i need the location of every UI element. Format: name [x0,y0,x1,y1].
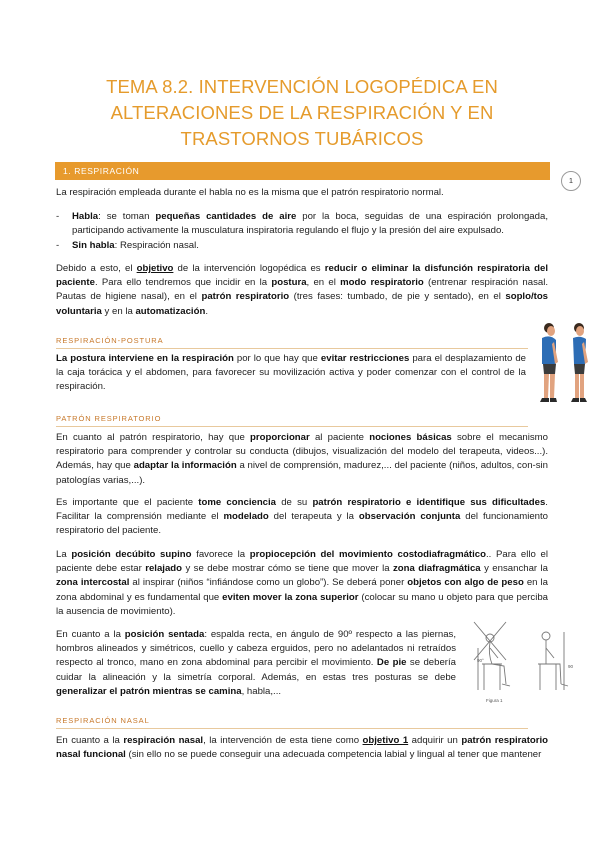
intro-paragraph: La respiración empleada durante el habla no es la misma que el patrón respiratorio normal. [56,187,444,198]
page-number-badge: 1 [561,171,581,191]
subheading-respiracion-postura: RESPIRACIÓN-POSTURA [56,336,528,349]
subheading-patron-respiratorio: PATRÓN RESPIRATORIO [56,414,528,427]
section-header-respiracion [55,162,550,180]
patron-paragraph-2: Es importante que el paciente tome conciencia de su patrón respiratorio e identifique sus dificultades. Facilitar la comprensión mediante el modelado del terapeuta y la observación conjunta del funcionamiento respiratorio del paciente. [56,497,549,537]
title-line-1: TEMA 8.2. INTERVENCIÓN LOGOPÉDICA EN [106,76,498,97]
bullet-dash: - [56,240,60,251]
sitting-posture-figure [466,618,576,706]
title-line-3: TRASTORNOS TUBÁRICOS [180,128,424,149]
objetivo-paragraph: Debido a esto, el objetivo de la intervención logopédica es reducir o eliminar la disfunción respiratoria del paciente. Para ello tendremos que incidir en la postura, en el modo respiratorio (entrenar respiración nasal. Pautas de higiene nasal), en el patrón respiratorio (tres fases: tumbado, de pie y sentado), en el soplo/tos voluntaria y en la automatización. [56,263,549,317]
bullet-dash: - [56,211,60,222]
decubito-paragraph: La posición decúbito supino favorece la propiocepción del movimiento costodiafragmático.. Para ello el paciente debe estar relajado y se debe mostrar cómo se tiene que mover la zona diafragmática y ensanchar la zona intercostal al inspirar (niños “infiándose como un globo”). Se deberá poner objetos con algo de peso en la zona abdominal y es fundamental que eviten mover la zona superior (colocar su mano u objeto para que perciba la ausencia de movimiento). [56,549,548,617]
document-title [60,74,544,152]
nasal-paragraph: En cuanto a la respiración nasal, la intervención de esta tiene como objetivo 1 adquirir un patrón respiratorio nasal funcional (sin ello no se puede conseguir una adecuada competencia labial y lingual al tener que mantener [56,735,549,761]
posture-illustration [532,318,596,406]
postura-paragraph: La postura interviene en la respiración por lo que hay que evitar restricciones para el desplazamiento de la caja torácica y el abdomen, para favorecer su movilización activa y poder comenzar con el control de la respiración. [56,353,526,393]
subheading-respiracion-nasal: RESPIRACIÓN NASAL [56,716,528,729]
angle-label-left: 90° [477,658,484,663]
figure-caption: Figura 1 [486,698,503,703]
bullet-sin-habla: Sin habla: Respiración nasal. [72,240,199,251]
title-line-2: ALTERACIONES DE LA RESPIRACIÓN Y EN [110,102,494,123]
bullet-habla: Habla: se toman pequeñas cantidades de aire por la boca, seguidas de una espiración prolongada, participando activamente la musculatura inspiratoria regulando el flujo y la presión del aire expulsado. [72,211,548,237]
patron-paragraph-1: En cuanto al patrón respiratorio, hay que proporcionar al paciente nociones básicas sobre el mecanismo respiratorio para comprender y controlar su conducta (dibujos, visualización del modelo del terapeuta, videos...). Además, hay que adaptar la información a nivel de comprensión, madurez,... del paciente (niños, adultos, con-sin patologías varias,...). [56,432,549,486]
section-label: 1. RESPIRACIÓN [63,166,140,176]
sentada-paragraph: En cuanto a la posición sentada: espalda recta, en ángulo de 90º respecto a las piernas, hombros alineados y simétricos, cuello y cabeza erguidos, pero no adelantados ni retraídos respecto al tronco, mano en zona abdominal para percibir el movimiento. De pie se debería cuidar la alineación y la simetría corporal. Además, en estas tres posturas se debe generalizar el patrón mientras se camina, habla,... [56,629,456,697]
angle-label-right: 90 [568,664,574,669]
